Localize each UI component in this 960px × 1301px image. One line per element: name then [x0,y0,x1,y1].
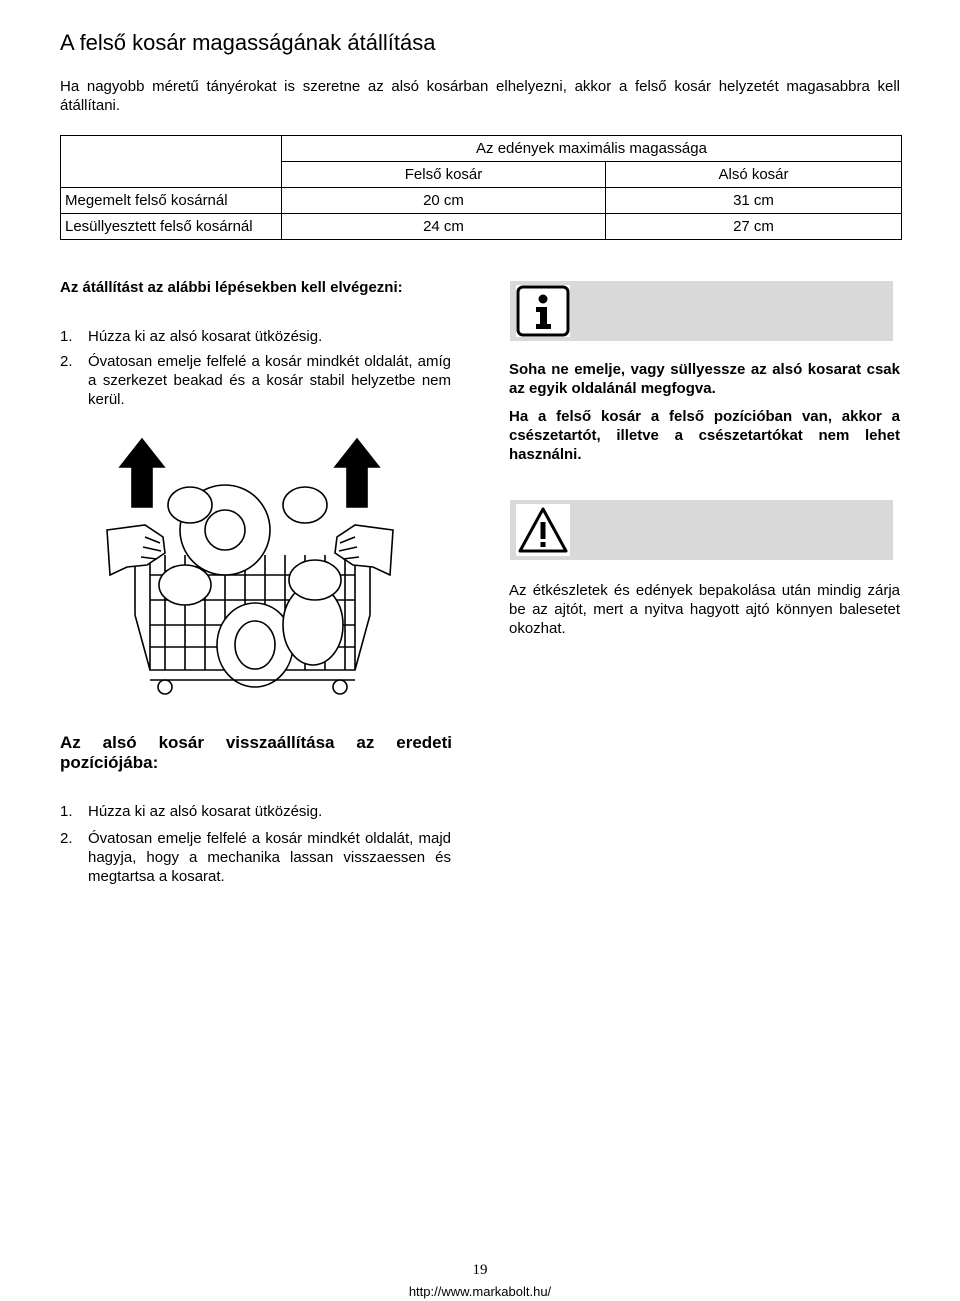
max-height-table [60,135,902,240]
lift-arrow-right [335,439,379,507]
table-corner-cell [61,136,282,188]
row-label: Megemelt felső kosárnál [61,188,282,214]
footer-url: http://www.markabolt.hu/ [408,1284,552,1299]
warning-bar [510,500,893,560]
cell-lower: 31 cm [606,188,902,214]
intro-paragraph: Ha nagyobb méretű tányérokat is szeretne az alsó kosárban elhelyezni, akkor a felső kosár helyzetét magasabbra kell átállítani. [60,78,900,114]
info-note: Ha a felső kosár a felső pozícióban van, akkor a csészetartót, illetve a csészetartókat nem lehet használni. [509,408,900,463]
step-number: 2. [60,353,73,370]
info-note: Soha ne emelje, vagy süllyessze az alsó kosarat csak az egyik oldalánál megfogva. [509,361,900,397]
lift-arrow-left [120,439,164,507]
page-number: 19 [472,1262,488,1278]
step-number: 1. [60,328,73,345]
table-header: Az edények maximális magassága [282,136,902,162]
cell-upper: 20 cm [282,188,606,214]
steps-title: Az átállítást az alábbi lépésekben kell elvégezni: [60,279,403,296]
step-text: Húzza ki az alsó kosarat ütközésig. [88,803,323,820]
cup [283,487,327,523]
cell-upper: 24 cm [282,214,606,240]
plate [217,603,293,687]
column-lower-basket: Alsó kosár [606,162,902,188]
warning-text: Az étkészletek és edények bepakolása után mindig zárja be az ajtót, mert a nyitva hagyott ajtó könnyen balesetet okozhat. [509,582,900,637]
step-text: Óvatosan emelje felfelé a kosár mindkét oldalát, majd hagyja, hogy a mechanika lassan visszaessen és megtartsa a kosarat. [88,830,451,885]
page-title: A felső kosár magasságának átállítása [60,30,436,55]
basket-illustration [105,425,395,700]
cup [159,565,211,605]
step-number: 2. [60,830,73,847]
section-title: Az alsó kosár visszaállítása az eredeti pozíciójába: [60,733,452,772]
table-row [61,188,902,214]
info-icon [516,285,570,337]
table-row [61,214,902,240]
info-bar [510,281,893,341]
column-upper-basket: Felső kosár [282,162,606,188]
cup [168,487,212,523]
cell-lower: 27 cm [606,214,902,240]
step-number: 1. [60,803,73,820]
warning-icon [516,504,570,556]
step-text: Húzza ki az alsó kosarat ütközésig. [88,328,323,345]
step-text: Óvatosan emelje felfelé a kosár mindkét oldalát, amíg a szerkezet beakad és a kosár stabil helyzetbe nem kerül. [88,353,451,408]
cup [289,560,341,600]
row-label: Lesüllyesztett felső kosárnál [61,214,282,240]
